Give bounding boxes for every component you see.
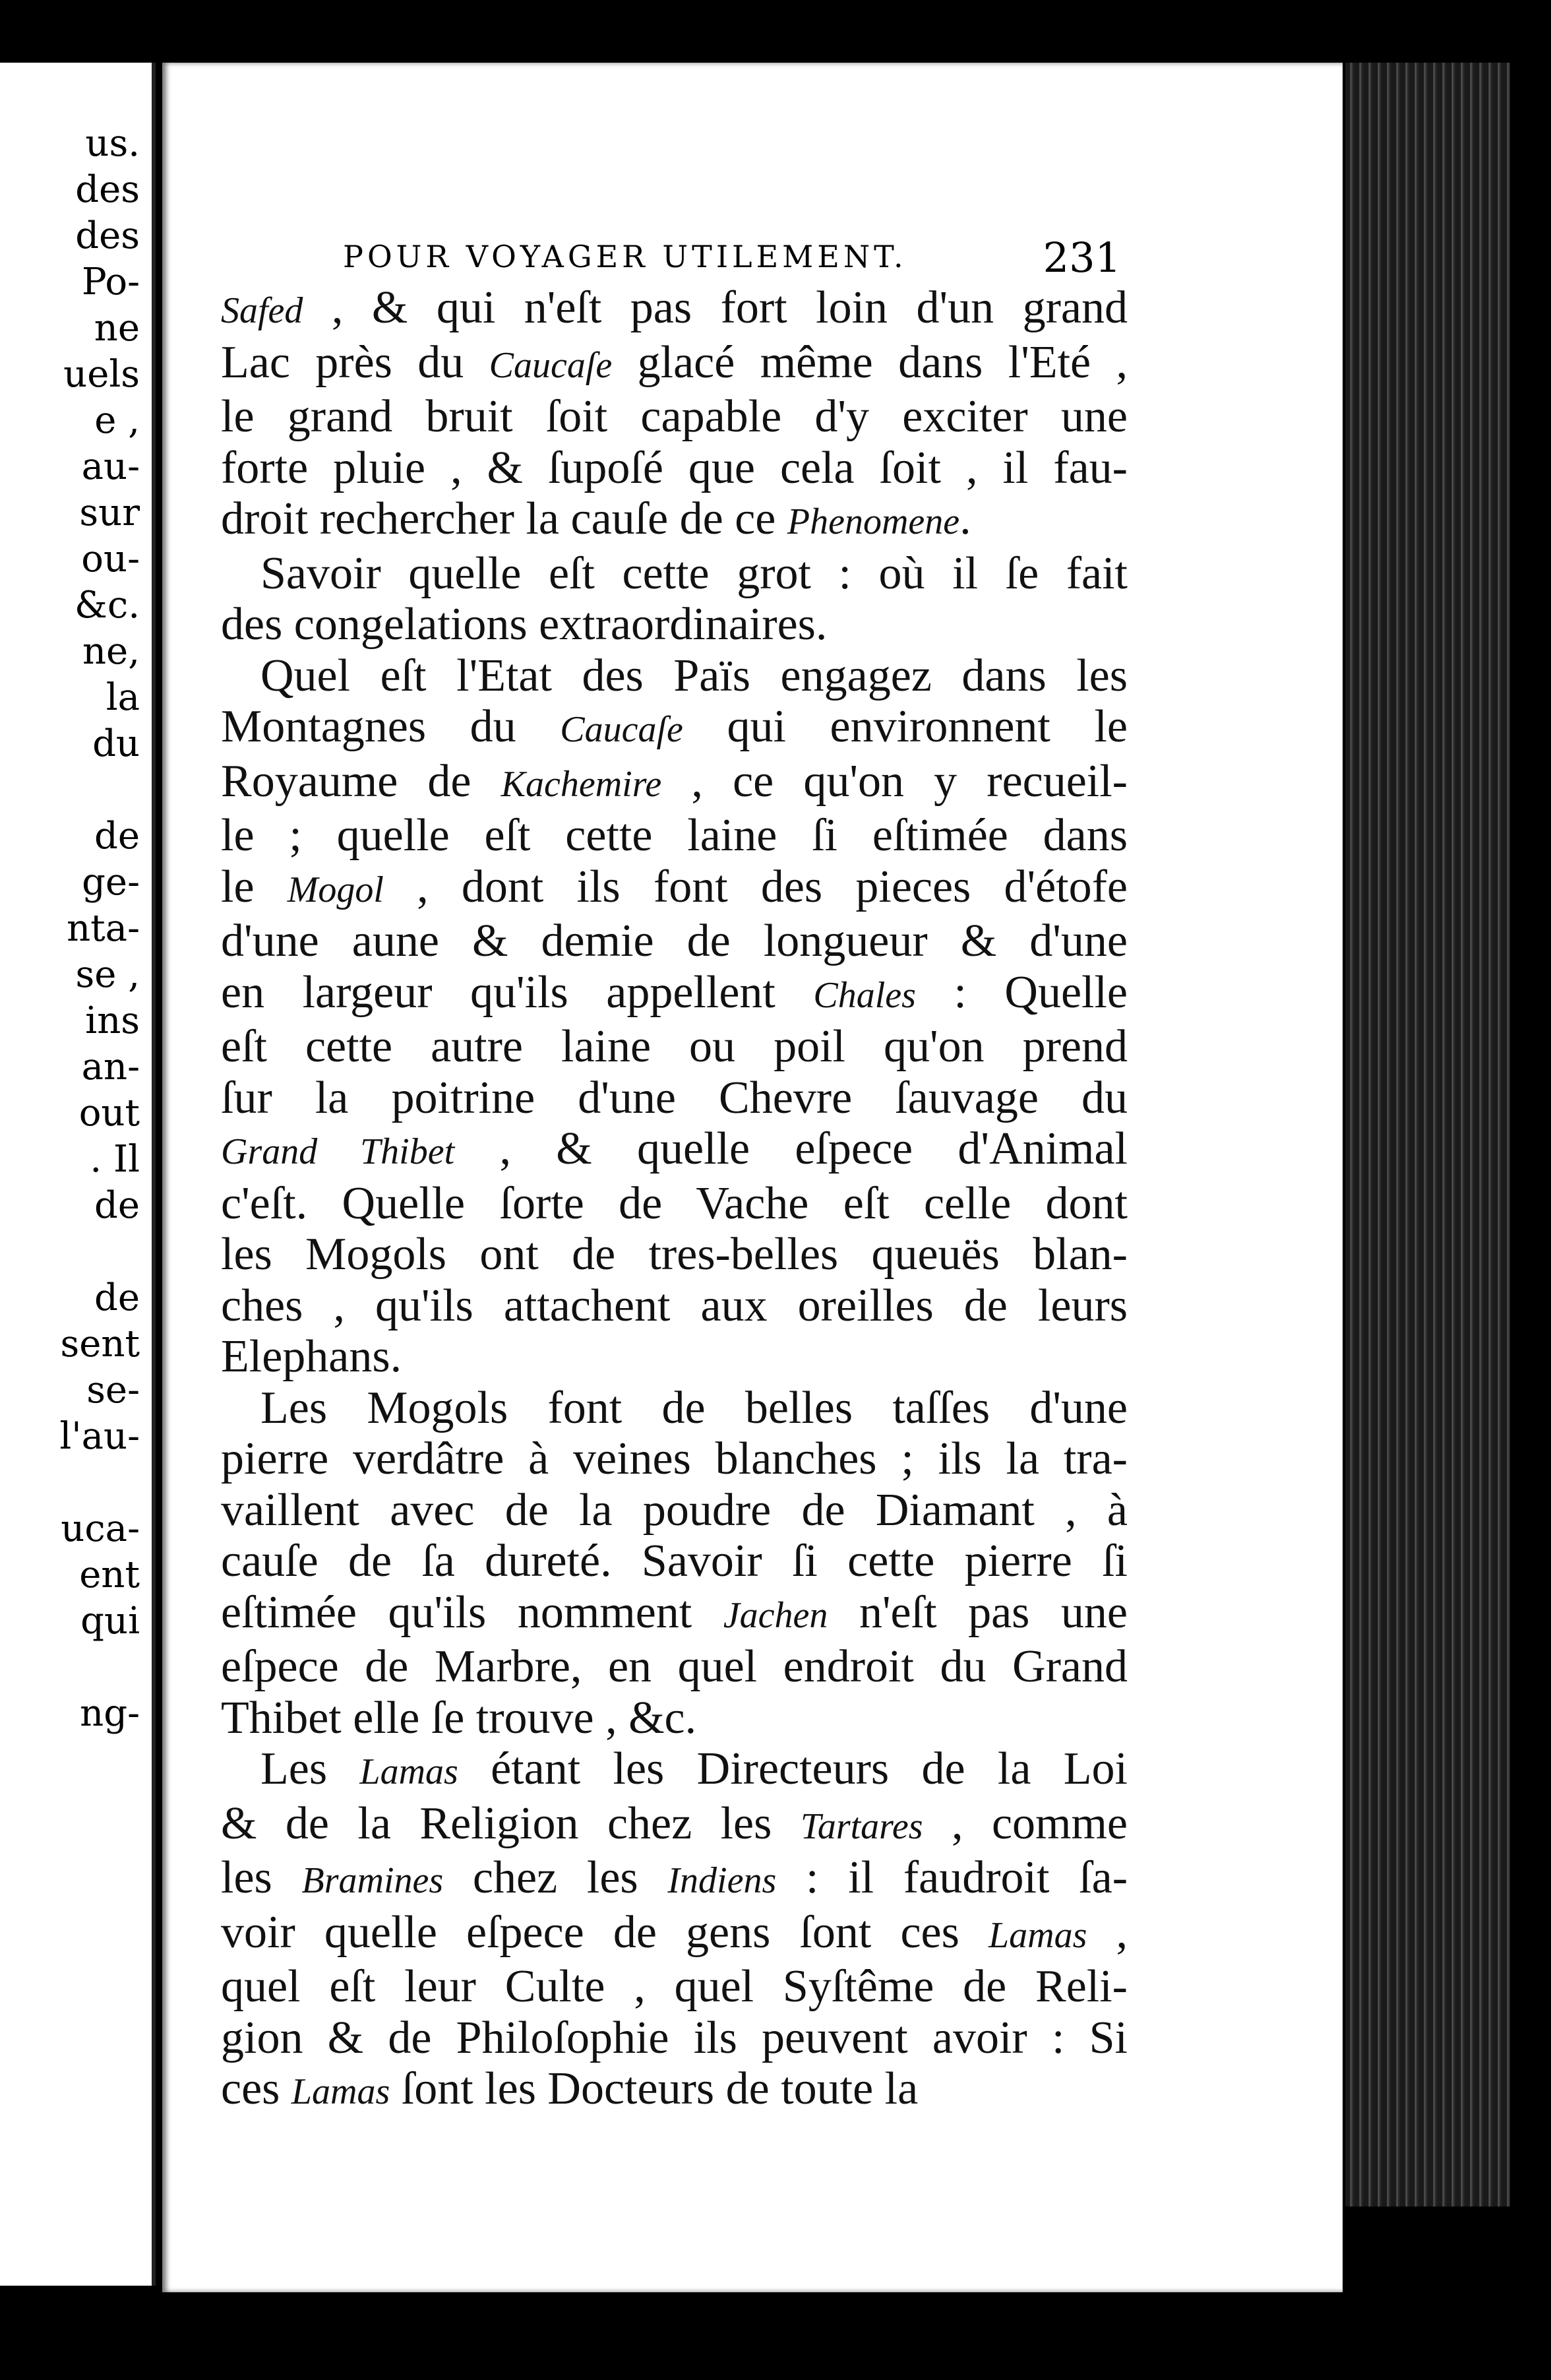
left-page-fragment: l'au- [59,1415,140,1458]
text-line [221,701,1128,756]
text-line [221,1073,1128,1124]
text-segment: Thibet elle ſe trouve , &c. [221,1692,697,1743]
text-line [221,861,1128,916]
text-line [221,493,1128,548]
left-page-fragment: ou- [81,538,140,580]
text-line [221,1852,1128,1907]
paragraph-p4 [221,1383,1128,1744]
left-page-fragment: ng- [80,1692,140,1735]
left-page-fragment: out [78,1092,140,1135]
left-page-fragment: la [106,676,140,719]
page-number: 231 [1043,234,1121,282]
text-segment: , dont ils font des pieces d'étofe [383,861,1128,912]
text-segment: ces [221,2063,291,2114]
left-page-fragment: an- [81,1046,140,1088]
text-segment: Les [260,1743,360,1794]
left-page-fragment: ent [79,1553,140,1596]
italic-term: Bramines [301,1860,444,1901]
text-line [221,1743,1128,1798]
text-segment: chez les [443,1852,668,1903]
text-line [221,599,1128,650]
left-page-fragment: se- [86,1369,140,1412]
text-line [221,1961,1128,2013]
text-segment: Savoir quelle eſt cette grot : où il ſe fait [260,548,1128,599]
text-segment: glacé même dans l'Eté , [612,336,1128,388]
left-page-fragment: du [92,722,140,765]
left-page-fragment: des [75,168,140,211]
left-page-fragment: nta- [67,907,140,950]
text-segment: eſpece de Marbre, en quel endroit du Grand [221,1641,1128,1692]
text-segment: ſur la poitrine d'une Chevre ſauvage du [221,1072,1128,1123]
book-page-edges [1345,63,1510,2207]
text-segment: les Mogols ont de tres-belles queuës blan- [221,1229,1128,1280]
text-segment: des congelations extraordinaires. [221,599,828,650]
text-segment: étant les Directeurs de la Loi [458,1743,1128,1794]
text-segment: , & quelle eſpece d'Animal [454,1123,1128,1174]
left-page-fragment: us. [85,122,140,165]
italic-term: Jachen [723,1594,828,1636]
paragraph-p2 [221,548,1128,650]
text-line [221,1587,1128,1642]
text-line [221,391,1128,443]
text-segment: , & qui n'eſt pas fort loin d'un grand [303,282,1128,333]
text-line [221,1021,1128,1073]
text-segment: ches , qu'ils attachent aux oreilles de leurs [221,1280,1128,1331]
italic-term: Caucaſe [489,344,613,386]
text-segment: forte pluie , & ſupoſé que cela ſoit , il fau- [221,442,1128,493]
text-segment: : Quelle [915,966,1128,1018]
left-page-fragment: sent [60,1323,140,1365]
text-segment: n'eſt pas une [828,1586,1128,1638]
text-line [221,1178,1128,1230]
text-line [221,1280,1128,1332]
left-page-fragment: des [75,214,140,257]
italic-term: Kachemire [501,763,662,805]
left-page-fragment: uels [63,353,140,396]
left-page-fragment: ne, [82,630,140,673]
italic-term: Lamas [359,1751,458,1792]
italic-term: Indiens [667,1860,777,1901]
text-segment: d'une aune & demie de longueur & d'une [221,916,1128,966]
text-segment: Montagnes du [221,701,561,752]
left-page-fragment: &c. [74,584,140,627]
text-segment: les [221,1852,302,1903]
text-segment: eſtimée qu'ils nomment [221,1586,723,1638]
text-line [221,1123,1128,1178]
left-page-fragment: se , [75,953,140,996]
text-segment: eſt cette autre laine ou poil qu'on prend [221,1021,1128,1072]
text-segment: ſont les Docteurs de toute la [390,2063,919,2114]
body-text [221,282,1128,2118]
text-segment: & de la Religion chez les [221,1798,801,1849]
text-segment: le ; quelle eſt cette laine ſi eſtimée dans [221,810,1128,861]
text-segment: Elephans. [221,1331,402,1382]
paragraph-p5 [221,1743,1128,2118]
text-segment: : il faudroit ſa- [776,1852,1128,1903]
left-page-fragment: qui [80,1600,140,1643]
text-segment: c'eſt. Quelle ſorte de Vache eſt celle dont [221,1177,1128,1229]
left-page-fragment: e , [94,399,140,442]
text-line [221,967,1128,1022]
italic-term: Lamas [988,1914,1087,1956]
italic-term: Tartares [800,1805,923,1847]
left-page-fragment: de [94,815,140,858]
text-segment: gion & de Philoſophie ils peuvent avoir : Si [221,2012,1128,2063]
left-page-fragment: ge- [82,861,140,904]
text-segment: cauſe de ſa dureté. Savoir ſi cette pierre ſi [221,1536,1128,1586]
text-segment: quel eſt leur Culte , quel Syſtême de Reli- [221,1961,1128,2012]
italic-term: Chales [813,974,916,1016]
text-segment: vaillent avec de la poudre de Diamant , à [221,1484,1128,1536]
text-segment: Royaume de [221,755,501,807]
text-segment: pierre verdâtre à veines blanches ; ils la tra- [221,1433,1128,1484]
text-line [221,1693,1128,1744]
text-segment: , ce qu'on y recueil- [661,755,1128,807]
text-segment: voir quelle eſpece de gens ſont ces [221,1906,988,1958]
text-line [221,1331,1128,1383]
text-segment: qui environnent le [683,701,1128,752]
text-line [221,443,1128,494]
text-segment: droit rechercher la cauſe de ce [221,493,787,544]
italic-term: Phenomene [787,501,960,542]
text-segment: , [1087,1906,1128,1958]
left-page-fragment: de [94,1276,140,1319]
text-line [221,548,1128,600]
text-segment: Lac près du [221,336,489,388]
paragraph-p1 [221,282,1128,548]
italic-term: Mogol [287,869,384,910]
text-segment: , comme [923,1798,1128,1849]
text-line [221,1536,1128,1587]
running-title: POUR VOYAGER UTILEMENT. [343,239,907,274]
text-line [221,282,1128,337]
text-segment: Quel eſt l'Etat des Païs engagez dans les [260,650,1128,701]
left-page-fragment: au- [81,445,140,488]
left-page-fragment: sur [79,491,140,534]
text-line [221,2063,1128,2118]
left-page-fragment: Po- [81,261,140,303]
text-line [221,756,1128,811]
left-page-fragment: uca- [61,1507,140,1550]
text-line [221,810,1128,861]
text-segment: . [959,493,971,544]
text-line [221,916,1128,967]
running-header [343,234,1121,282]
text-line [221,1798,1128,1853]
text-line [221,1383,1128,1434]
italic-term: Safed [221,290,303,331]
italic-term: Lamas [291,2071,390,2112]
text-segment: le [221,861,288,912]
text-segment: en largeur qu'ils appellent [221,966,814,1018]
text-segment: Les Mogols font de belles taſſes d'une [260,1382,1128,1433]
text-line [221,1641,1128,1693]
italic-term: Caucaſe [560,709,683,750]
text-line [221,1907,1128,1962]
left-page-fragment: ne [94,307,140,350]
italic-term: Grand Thibet [221,1131,455,1172]
text-line [221,1433,1128,1485]
left-page-edge [0,63,156,2286]
text-line [221,650,1128,702]
left-page-fragment: de [94,1184,140,1227]
left-page-fragment: . Il [90,1138,140,1181]
text-line [221,2013,1128,2064]
text-line [221,1485,1128,1536]
paragraph-p3 [221,650,1128,1383]
text-line [221,1229,1128,1280]
text-line [221,337,1128,392]
text-segment: le grand bruit ſoit capable d'y exciter une [221,391,1128,442]
left-page-fragment: ins [85,999,140,1042]
